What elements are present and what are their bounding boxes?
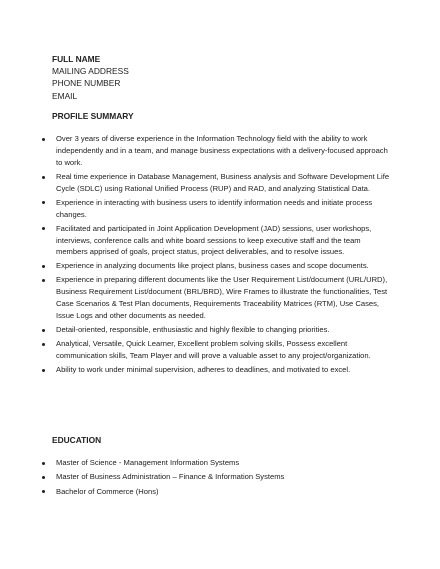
list-item: Over 3 years of diverse experience in the Information Technology field with the ability to work independently and in a team, and manage business expectations with a delivery-focused approach to work. [40, 133, 392, 169]
education-list [40, 457, 392, 500]
list-item: Experience in preparing different documents like the User Requirement List/document (URL/URD), Business Requirement List/document (BRL/BRD), Wire Frames to illustrate the functionalities, Test Case Scenarios & Test Plan documents, Requirements Traceability Matrices (RTM), Use Cases, Issue Logs and other documents as needed. [40, 274, 392, 322]
profile-summary-list [40, 133, 392, 378]
email: EMAIL [52, 90, 78, 101]
list-item: Experience in analyzing documents like project plans, business cases and scope documents. [40, 260, 392, 272]
mailing-address: MAILING ADDRESS [52, 66, 129, 77]
contact-header [52, 53, 129, 102]
education-heading: EDUCATION [52, 435, 102, 445]
list-item: Ability to work under minimal supervision, adheres to deadlines, and motivated to excel. [40, 364, 392, 376]
list-item: Experience in interacting with business users to identify information needs and initiate process changes. [40, 197, 392, 221]
phone-number: PHONE NUMBER [52, 78, 121, 89]
list-item: Master of Science - Management Information Systems [40, 457, 392, 469]
list-item: Facilitated and participated in Joint Application Development (JAD) sessions, user workshops, interviews, conference calls and white board sessions to keep executive staff and the team members apprised of goals, project status, project deliverables, and to resolve issues. [40, 223, 392, 259]
list-item: Detail-oriented, responsible, enthusiastic and highly flexible to changing priorities. [40, 324, 392, 336]
list-item: Master of Business Administration – Finance & Information Systems [40, 471, 392, 483]
list-item: Analytical, Versatile, Quick Learner, Excellent problem solving skills, Possess excellent communication skills, Team Player and will prove a valuable asset to any project/organization. [40, 338, 392, 362]
list-item: Bachelor of Commerce (Hons) [40, 486, 392, 498]
profile-summary-heading: PROFILE SUMMARY [52, 111, 134, 121]
list-item: Real time experience in Database Management, Business analysis and Software Development Life Cycle (SDLC) using Rational Unified Process (RUP) and RAD, and analyzing Statistical Data. [40, 171, 392, 195]
full-name: FULL NAME [52, 54, 101, 64]
